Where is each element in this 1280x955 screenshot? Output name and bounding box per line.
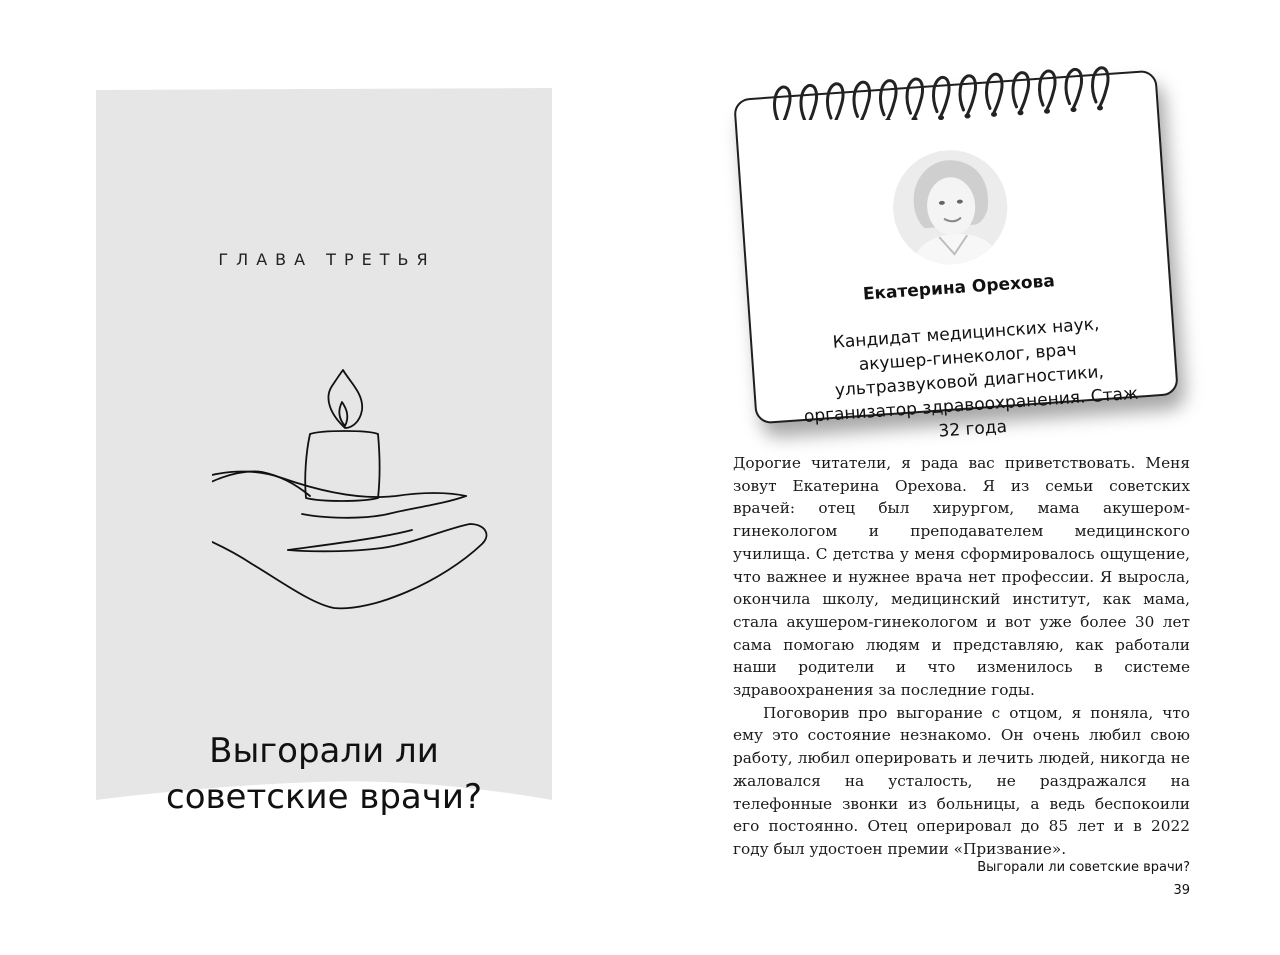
chapter-card xyxy=(96,88,552,817)
candle-hand-illustration xyxy=(212,368,502,628)
binding-ring xyxy=(801,85,816,120)
binding-ring xyxy=(934,77,949,120)
binding-ring xyxy=(907,79,922,120)
body-text xyxy=(733,452,1190,861)
binding-ring xyxy=(987,74,1002,117)
paragraph: Поговорив про выгорание с отцом, я поняла, что ему это состояние незнакомо. Он очень любил свою работу, любил оперировать и лечить людей, никогда не жаловался на усталость, не раздражался на телефонные звонки из больницы, а ведь беспокоили его постоянно. Отец оперировал до 85 лет и в 2022 году был удостоен премии «Призвание». xyxy=(733,703,1190,858)
page-number: 39 xyxy=(1173,883,1190,898)
profile-notebook-card xyxy=(738,60,1178,440)
binding-ring xyxy=(775,87,790,120)
chapter-label: ГЛАВА ТРЕТЬЯ xyxy=(218,250,436,269)
paragraph: Дорогие читатели, я рада вас приветствовать. Меня зовут Екатерина Орехова. Я из семьи советских врачей: отец был хирургом, мама акушером-гинекологом и преподавателем медицинского училища. С детства у меня сформировалось ощущение, что важнее и нужнее врача нет профессии. Я выросла, окончила школу, медицинский институт, как мама, стала акушером-гинекологом и вот уже более 30 лет сама помогаю людям и представляю, как работали наши родители и что изменилось в системе здравоохранения за последние годы. xyxy=(733,454,1190,700)
person-name: Екатерина Орехова xyxy=(862,271,1056,305)
notebook-page xyxy=(733,70,1179,442)
person-description: Кандидат медицинских наук, акушер-гинеколог, врач ультразвуковой диагностики, организатор здравоохранения. Стаж 32 года xyxy=(803,314,1139,442)
running-head: Выгорали ли советские врачи? xyxy=(977,860,1190,875)
portrait-photo xyxy=(889,146,1011,268)
binding-ring xyxy=(1040,71,1055,114)
binding-ring xyxy=(960,76,975,119)
binding-ring xyxy=(1066,69,1081,112)
chapter-title: Выгорали ли советские врачи? xyxy=(166,731,482,817)
binding-ring xyxy=(881,81,896,120)
binding-ring xyxy=(1013,73,1028,116)
spiral-binding-rings xyxy=(770,60,1150,120)
binding-ring xyxy=(1093,68,1108,111)
binding-ring xyxy=(854,82,869,120)
binding-ring xyxy=(828,84,843,120)
